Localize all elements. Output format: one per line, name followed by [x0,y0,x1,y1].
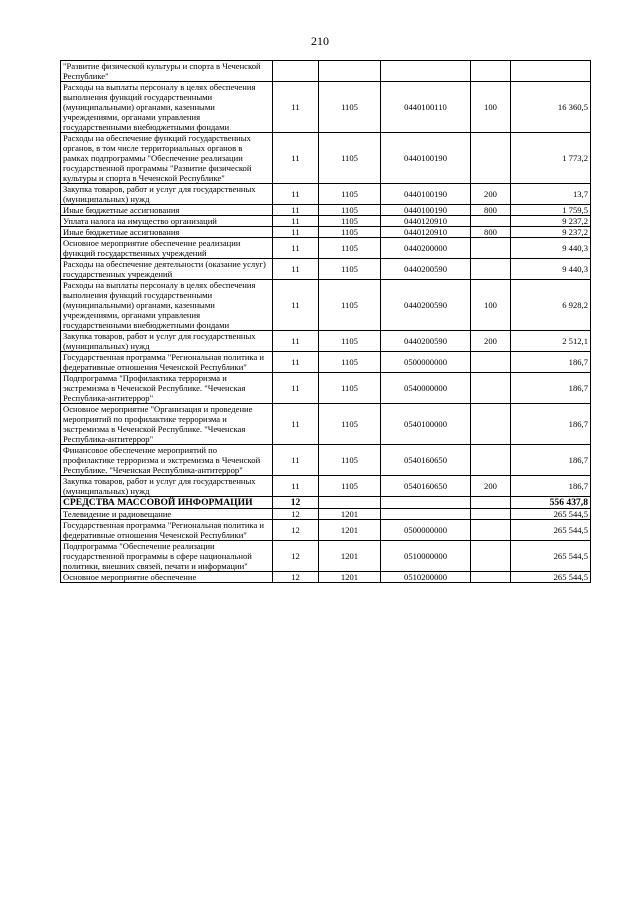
cell-name: Подпрограмма "Профилактика терроризма и экстремизма в Чеченской Республике. "Чеченская Республика-антитеррор" [61,373,273,404]
cell-expense-type: 800 [471,227,511,238]
cell-section: 11 [273,227,319,238]
cell-target-article: 0440100190 [381,133,471,184]
table-row [61,280,591,331]
page-number: 210 [311,34,329,48]
cell-target-article: 0510200000 [381,572,471,583]
cell-expense-type: 100 [471,82,511,133]
cell-subsection: 1105 [319,445,381,476]
cell-expense-type: 800 [471,205,511,216]
cell-amount: 1 759,5 [511,205,591,216]
cell-subsection: 1105 [319,133,381,184]
cell-section: 11 [273,373,319,404]
cell-amount: 9 440,3 [511,259,591,280]
cell-subsection: 1105 [319,352,381,373]
cell-target-article: 0540160650 [381,476,471,497]
cell-target-article: 0540160650 [381,445,471,476]
cell-expense-type [471,61,511,82]
table-row [61,497,591,509]
cell-subsection: 1105 [319,238,381,259]
cell-amount: 265 544,5 [511,520,591,541]
cell-target-article: 0500000000 [381,352,471,373]
cell-amount [511,61,591,82]
cell-expense-type [471,238,511,259]
cell-section: 11 [273,216,319,227]
cell-subsection: 1201 [319,520,381,541]
cell-section: 12 [273,509,319,520]
table-row [61,520,591,541]
cell-amount: 6 928,2 [511,280,591,331]
cell-amount: 1 773,2 [511,133,591,184]
cell-expense-type [471,216,511,227]
cell-section: 12 [273,541,319,572]
cell-target-article: 0440100190 [381,205,471,216]
cell-section: 12 [273,572,319,583]
cell-target-article: 0440200590 [381,280,471,331]
cell-section: 11 [273,184,319,205]
cell-section: 11 [273,404,319,445]
cell-subsection [319,61,381,82]
cell-expense-type [471,445,511,476]
cell-target-article [381,497,471,509]
cell-subsection: 1201 [319,509,381,520]
cell-target-article: 0440100190 [381,184,471,205]
cell-target-article: 0440200590 [381,259,471,280]
cell-expense-type: 200 [471,476,511,497]
table-row [61,227,591,238]
cell-subsection: 1105 [319,476,381,497]
cell-section: 11 [273,82,319,133]
cell-name: Финансовое обеспечение мероприятий по профилактике терроризма и экстремизма в Чеченской Республике. "Чеченская Республика-антитеррор" [61,445,273,476]
cell-amount: 265 544,5 [511,509,591,520]
cell-expense-type [471,520,511,541]
cell-amount: 9 237,2 [511,227,591,238]
cell-name: Основное мероприятие обеспечение [61,572,273,583]
cell-subsection [319,497,381,509]
cell-name: Государственная программа "Региональная политика и федеративные отношения Чеченской Республики" [61,352,273,373]
table-row [61,509,591,520]
cell-section: 11 [273,133,319,184]
cell-name: Закупка товаров, работ и услуг для государственных (муниципальных) нужд [61,476,273,497]
cell-expense-type [471,352,511,373]
table-row [61,404,591,445]
cell-subsection: 1105 [319,259,381,280]
table-row [61,541,591,572]
cell-expense-type [471,497,511,509]
cell-subsection: 1105 [319,205,381,216]
cell-name: Государственная программа "Региональная политика и федеративные отношения Чеченской Республики" [61,520,273,541]
cell-name: Подпрограмма "Обеспечение реализации государственной программы в сфере национальной политики, внешних связей, печати и информации" [61,541,273,572]
cell-name: Основное мероприятие "Организация и проведение мероприятий по профилактике терроризма и экстремизма в Чеченской Республике. "Чеченская Республика-антитеррор" [61,404,273,445]
cell-expense-type [471,541,511,572]
cell-section: 12 [273,497,319,509]
cell-amount: 556 437,8 [511,497,591,509]
cell-name: Закупка товаров, работ и услуг для государственных (муниципальных) нужд [61,184,273,205]
table-row [61,82,591,133]
cell-subsection: 1105 [319,82,381,133]
table-row [61,476,591,497]
cell-target-article [381,509,471,520]
cell-subsection: 1105 [319,216,381,227]
cell-amount: 16 360,5 [511,82,591,133]
cell-target-article: 0440100110 [381,82,471,133]
table-row [61,133,591,184]
cell-name: Телевидение и радиовещание [61,509,273,520]
cell-name: СРЕДСТВА МАССОВОЙ ИНФОРМАЦИИ [61,497,273,509]
cell-amount: 9 440,3 [511,238,591,259]
cell-section: 11 [273,280,319,331]
cell-subsection: 1105 [319,227,381,238]
cell-name: Основное мероприятие обеспечение реализации функций государственных учреждений [61,238,273,259]
cell-target-article: 0440200000 [381,238,471,259]
cell-expense-type [471,509,511,520]
cell-expense-type [471,572,511,583]
cell-amount: 13,7 [511,184,591,205]
table-row [61,445,591,476]
cell-section: 11 [273,238,319,259]
cell-name: Иные бюджетные ассигнования [61,227,273,238]
cell-name: Расходы на обеспечение функций государственных органов, в том числе территориальных органов в рамках подпрограммы "Обеспечение реализации государственной программы "Развитие физической культуры и спорта в Чеченской Республике" [61,133,273,184]
cell-subsection: 1201 [319,541,381,572]
cell-target-article: 0440120910 [381,227,471,238]
cell-amount: 265 544,5 [511,541,591,572]
cell-target-article [381,61,471,82]
cell-section: 11 [273,331,319,352]
cell-target-article: 0540100000 [381,404,471,445]
cell-expense-type: 200 [471,184,511,205]
cell-subsection: 1105 [319,373,381,404]
cell-amount: 2 512,1 [511,331,591,352]
cell-section: 11 [273,259,319,280]
cell-section: 11 [273,352,319,373]
cell-expense-type [471,373,511,404]
table-row [61,238,591,259]
cell-subsection: 1201 [319,572,381,583]
cell-target-article: 0440200590 [381,331,471,352]
cell-section: 12 [273,520,319,541]
cell-name: Расходы на выплаты персоналу в целях обеспечения выполнения функций государственными (муниципальными) органами, казенными учреждениями, органами управления государственными внебюджетными фондами [61,280,273,331]
cell-expense-type [471,259,511,280]
cell-target-article: 0510000000 [381,541,471,572]
cell-name: "Развитие физической культуры и спорта в Чеченской Республике" [61,61,273,82]
cell-section [273,61,319,82]
cell-expense-type [471,133,511,184]
cell-name: Расходы на выплаты персоналу в целях обеспечения выполнения функций государственными (муниципальными) органами, казенными учреждениями, органами управления государственными внебюджетными фондами [61,82,273,133]
table-row [61,373,591,404]
cell-section: 11 [273,476,319,497]
table-row [61,331,591,352]
table-row [61,205,591,216]
cell-amount: 186,7 [511,445,591,476]
cell-expense-type: 200 [471,331,511,352]
table-row [61,61,591,82]
cell-name: Уплата налога на имущество организаций [61,216,273,227]
table-row [61,259,591,280]
cell-name: Иные бюджетные ассигнования [61,205,273,216]
cell-section: 11 [273,205,319,216]
cell-subsection: 1105 [319,404,381,445]
cell-amount: 186,7 [511,352,591,373]
table-row [61,184,591,205]
cell-section: 11 [273,445,319,476]
table-row [61,352,591,373]
cell-subsection: 1105 [319,280,381,331]
cell-amount: 186,7 [511,373,591,404]
cell-target-article: 0540000000 [381,373,471,404]
cell-target-article: 0500000000 [381,520,471,541]
cell-subsection: 1105 [319,184,381,205]
table-row [61,572,591,583]
cell-name: Закупка товаров, работ и услуг для государственных (муниципальных) нужд [61,331,273,352]
cell-name: Расходы на обеспечение деятельности (оказание услуг) государственных учреждений [61,259,273,280]
cell-amount: 186,7 [511,404,591,445]
cell-amount: 265 544,5 [511,572,591,583]
cell-expense-type [471,404,511,445]
cell-expense-type: 100 [471,280,511,331]
cell-target-article: 0440120910 [381,216,471,227]
cell-amount: 186,7 [511,476,591,497]
cell-subsection: 1105 [319,331,381,352]
cell-amount: 9 237,2 [511,216,591,227]
budget-table [60,60,591,583]
table-row [61,216,591,227]
